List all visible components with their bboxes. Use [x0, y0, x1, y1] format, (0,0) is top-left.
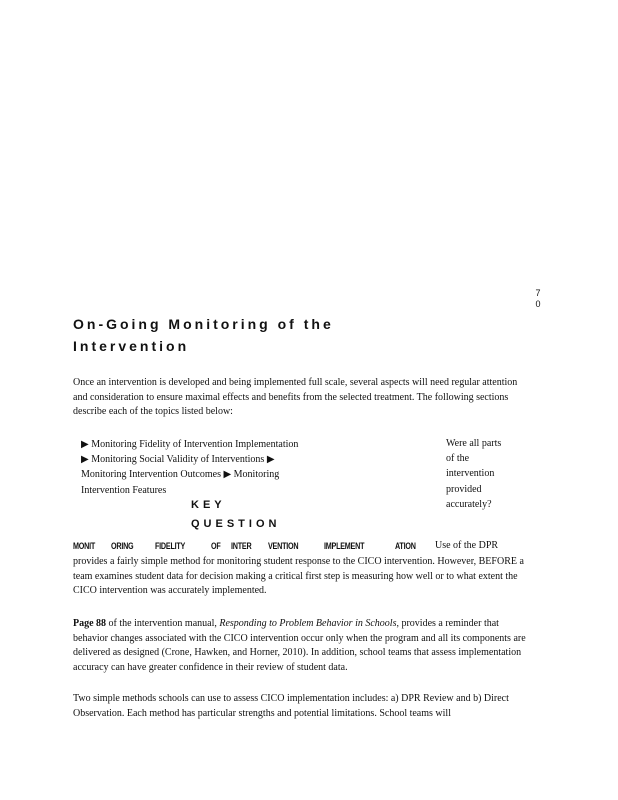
- section-heading-word: FIDELITY: [155, 541, 186, 551]
- page-number: [534, 288, 542, 310]
- question-label: QUESTION: [191, 518, 281, 530]
- page88-paragraph: [73, 617, 533, 675]
- manual-title: Responding to Problem Behavior in Schools: [219, 618, 397, 629]
- section-heading-word: INTER: [231, 541, 252, 551]
- section-heading-word: IMPLEMENT: [324, 541, 365, 551]
- key-question-text: [446, 436, 526, 512]
- section-heading-word: VENTION: [268, 541, 299, 551]
- key-label: KEY: [191, 499, 226, 511]
- section-heading-word: ATION: [395, 541, 416, 551]
- topic-list-line-2: ▶ Monitoring Social Validity of Interventions ▶: [81, 454, 275, 466]
- page-number-digit-1: 7: [535, 288, 541, 298]
- topic-list-line-4: Intervention Features: [81, 484, 167, 496]
- page88-text-2: , provides a reminder that behavior changes associated with the CICO intervention occur only when the program and all its components are delivered as designed (Crone, Hawken, and Horner, 2010). In addition, school teams that assess implementation accuracy can have greater confidence in their review of student data.: [73, 618, 526, 673]
- methods-paragraph: Two simple methods schools can use to assess CICO implementation includes: a) DPR Review and b) Direct Observation. Each method has particular strengths and potential limitations. School teams will: [73, 693, 509, 719]
- page-title-line-2: Intervention: [73, 338, 190, 354]
- intro-paragraph: Once an intervention is developed and being implemented full scale, several aspects will need regular attention and consideration to ensure maximal effects and benefits from the selected treatment. The following sections describe each of the topics listed below:: [73, 377, 518, 418]
- page-number-digit-2: 0: [535, 299, 541, 309]
- section-heading-word: OF: [211, 541, 221, 551]
- page-title: [73, 313, 334, 357]
- topic-list-line-1: ▶ Monitoring Fidelity of Intervention Implementation: [81, 439, 299, 450]
- section-heading-word: MONIT: [73, 541, 95, 551]
- key-question-line: accurately?: [446, 498, 492, 510]
- key-question-line: provided: [446, 483, 482, 495]
- page-reference: Page 88: [73, 618, 107, 629]
- topic-list-line-3: Monitoring Intervention Outcomes ▶ Monitoring: [81, 469, 280, 481]
- topic-list: [81, 437, 341, 498]
- key-question-line: of the: [446, 453, 470, 465]
- page-title-line-1: On-Going Monitoring of the: [73, 316, 334, 332]
- key-question-line: intervention: [446, 468, 495, 480]
- section-paragraph-lead: Use of the DPR: [435, 540, 499, 551]
- page88-text-1: of the intervention manual,: [106, 618, 220, 629]
- key-question-line: Were all parts: [446, 438, 502, 449]
- section-paragraph: provides a fairly simple method for monitoring student response to the CICO intervention. However, BEFORE a team examines student data for decision making a critical first step is measuring how well or to what extent the CICO intervention was accurately implemented.: [73, 556, 524, 597]
- section-heading-word: ORING: [111, 541, 134, 551]
